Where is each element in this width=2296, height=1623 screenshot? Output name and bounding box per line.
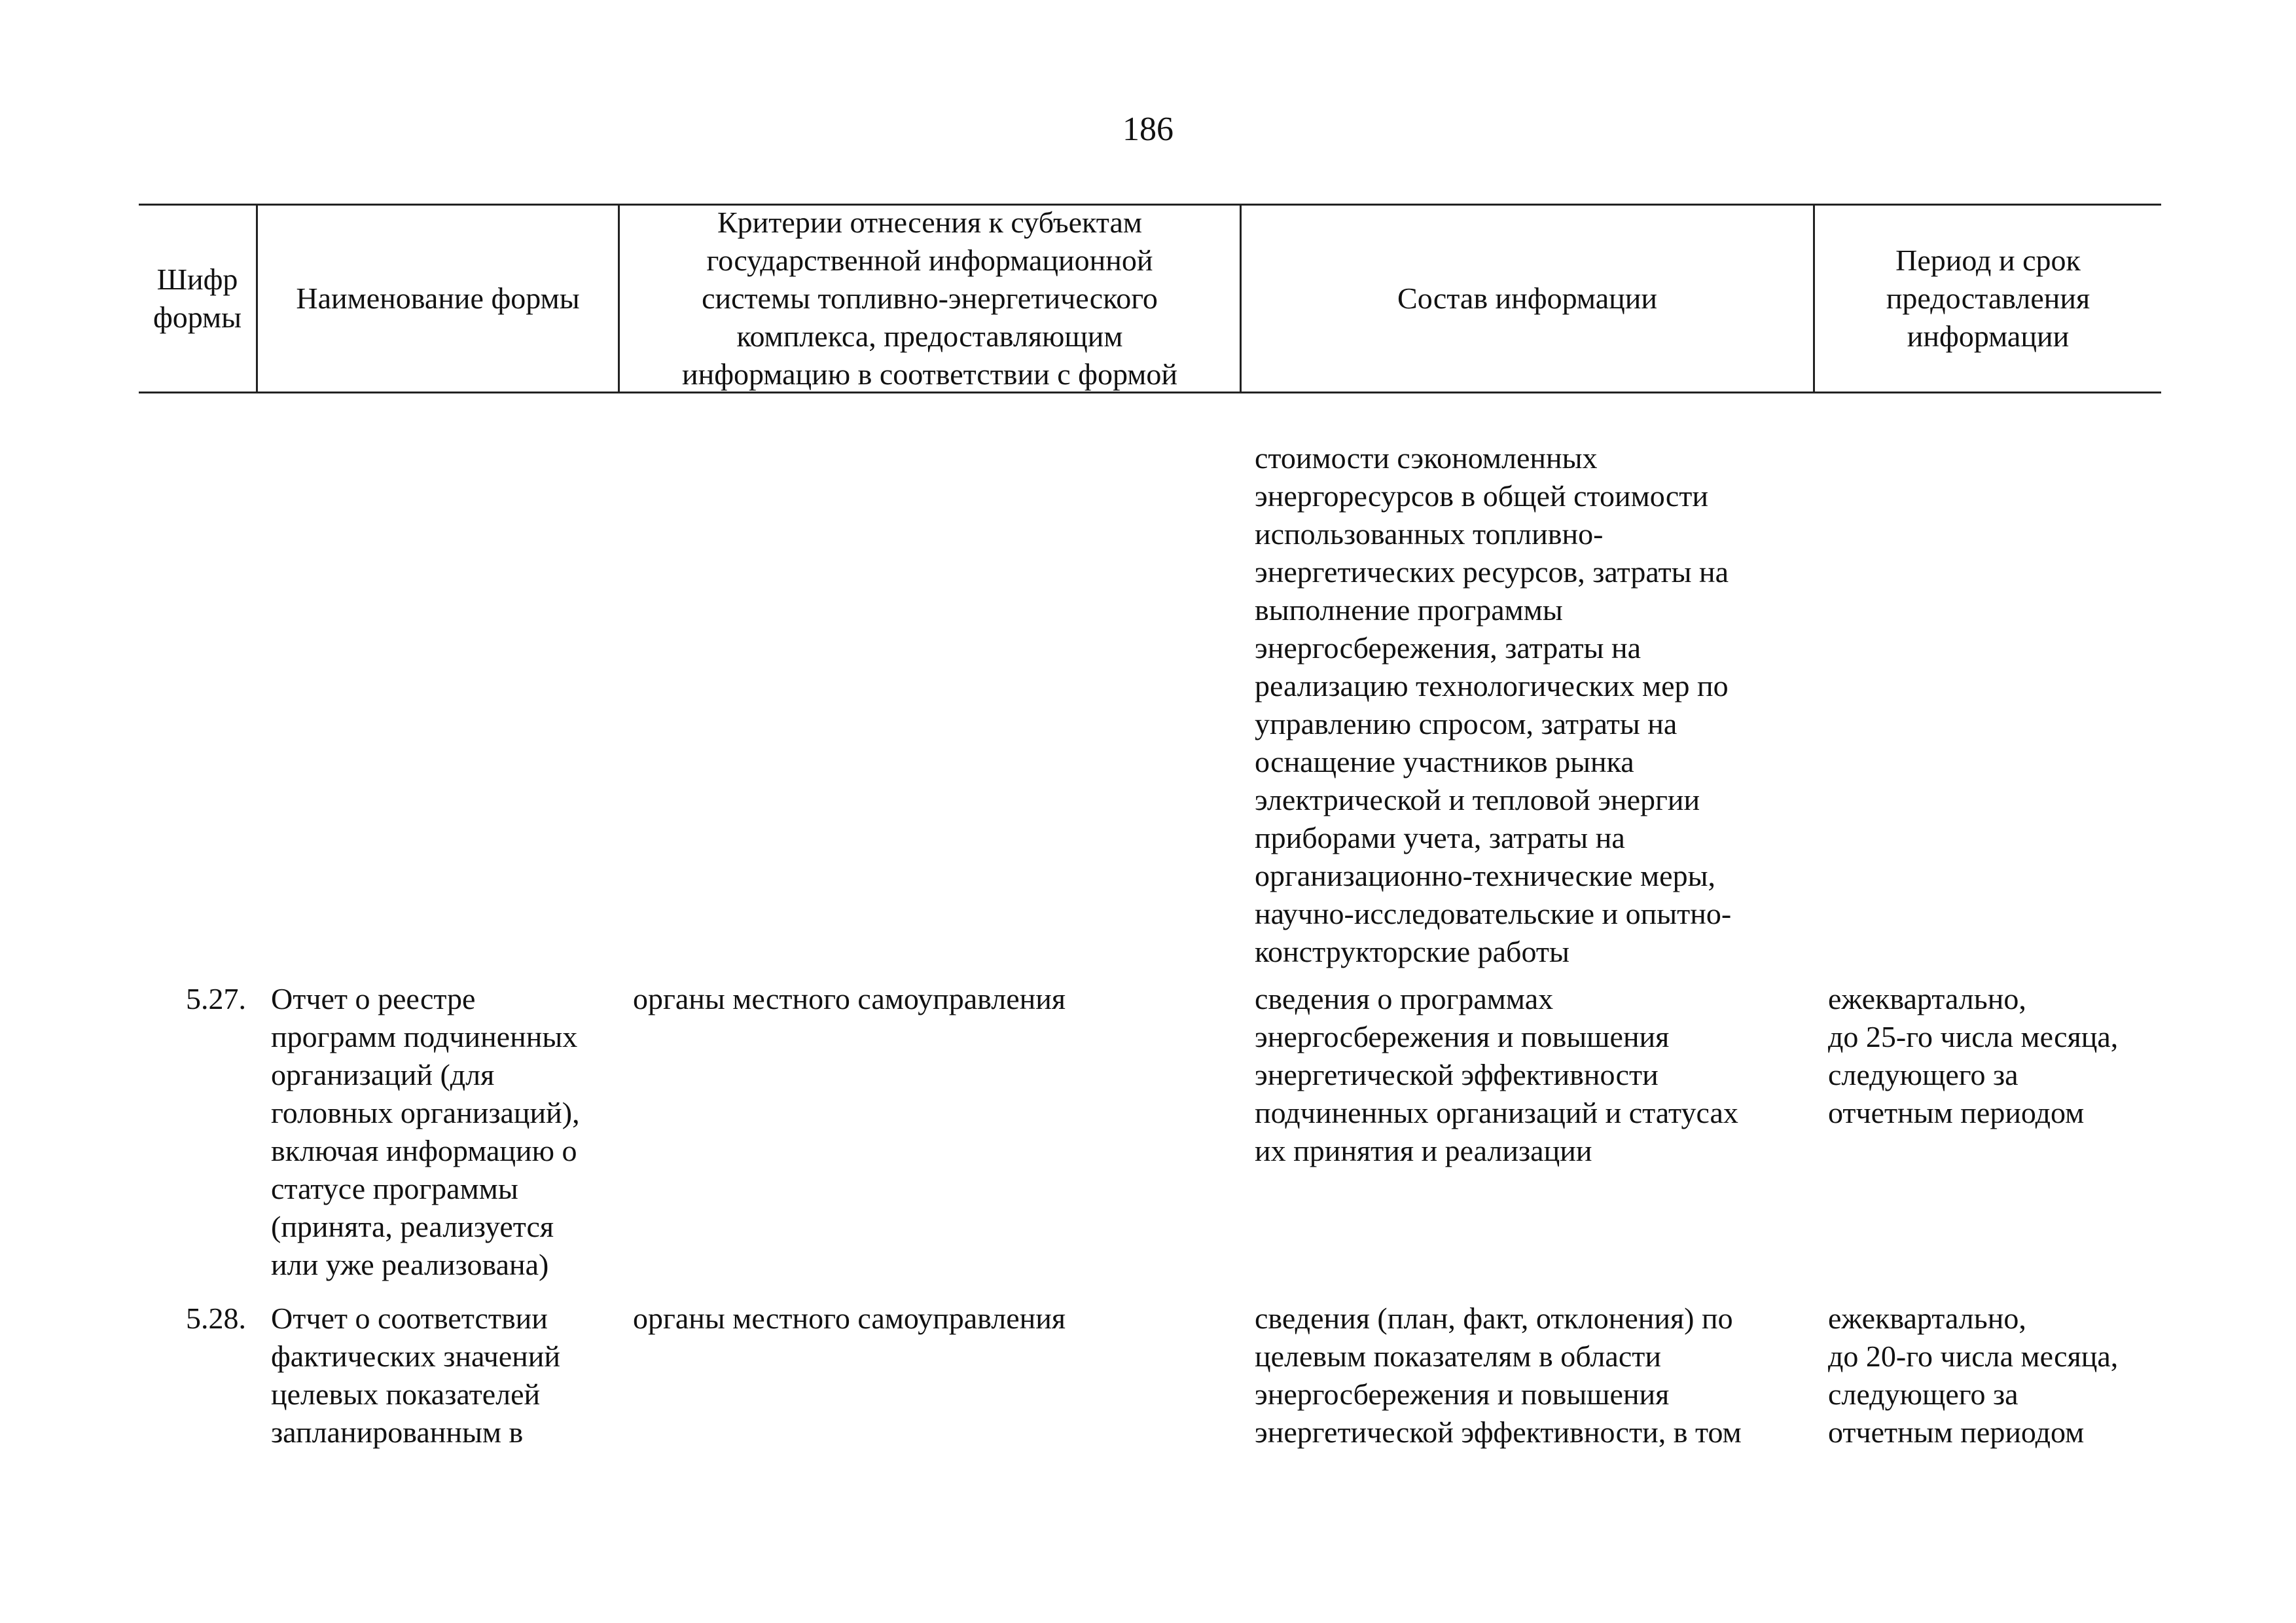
cell-period: [1815, 439, 2161, 971]
header-criteria-line: системы топливно-энергетического: [702, 282, 1158, 315]
name-line: целевых показателей: [271, 1377, 541, 1411]
header-period-line: предоставления: [1886, 282, 2090, 315]
content-line: организационно-технические меры,: [1255, 859, 1715, 892]
header-period: [1815, 206, 2161, 392]
content-line: энергоресурсов в общей стоимости: [1255, 479, 1709, 513]
cell-code: [139, 1300, 258, 1451]
content-line: электрической и тепловой энергии: [1255, 783, 1700, 816]
page-number: 186: [1122, 111, 1174, 148]
period-line: ежеквартально,: [1828, 1302, 2026, 1335]
cell-name: [258, 1300, 620, 1451]
period-line: ежеквартально,: [1828, 982, 2026, 1015]
period-line: до 20-го числа месяца,: [1828, 1340, 2119, 1373]
header-criteria-line: Критерии отнесения к субъектам: [717, 206, 1142, 239]
forms-table: [139, 204, 2161, 1451]
period-line: отчетным периодом: [1828, 1415, 2085, 1449]
cell-name: [258, 439, 620, 971]
name-line: головных организаций),: [271, 1096, 580, 1129]
content-line: энергосбережения, затраты на: [1255, 631, 1641, 665]
header-content: [1242, 206, 1815, 392]
header-code-line: формы: [152, 301, 242, 334]
content-line: энергосбережения и повышения: [1255, 1377, 1670, 1411]
content-line: управлению спросом, затраты на: [1255, 707, 1677, 740]
table-row: [139, 1284, 2161, 1451]
name-line: фактических значений: [271, 1340, 561, 1373]
table-header: [139, 204, 2161, 393]
content-line: оснащение участников рынка: [1255, 745, 1634, 778]
content-line: научно-исследовательские и опытно-: [1255, 897, 1732, 930]
content-line: энергосбережения и повышения: [1255, 1020, 1670, 1053]
cell-criteria: [620, 439, 1242, 971]
content-line: энергетической эффективности, в том: [1255, 1415, 1742, 1449]
cell-period: [1815, 980, 2161, 1284]
criteria-line: органы местного самоуправления: [633, 1302, 1066, 1335]
table-row-continuation: [139, 393, 2161, 971]
content-line: приборами учета, затраты на: [1255, 821, 1625, 854]
content-line: использованных топливно-: [1255, 517, 1604, 551]
header-criteria: [620, 206, 1242, 392]
cell-content: [1242, 980, 1815, 1284]
name-line: (принята, реализуется: [271, 1210, 554, 1243]
content-line: конструкторские работы: [1255, 935, 1570, 968]
name-line: программ подчиненных: [271, 1020, 578, 1053]
form-code: 5.28.: [186, 1302, 246, 1335]
header-name-line: Наименование формы: [296, 282, 580, 315]
name-line: статусе программы: [271, 1172, 518, 1205]
header-criteria-line: государственной информационной: [706, 244, 1153, 277]
header-period-line: Период и срок: [1895, 244, 2081, 277]
criteria-line: органы местного самоуправления: [633, 982, 1066, 1015]
cell-name: [258, 980, 620, 1284]
content-line: подчиненных организаций и статусах: [1255, 1096, 1738, 1129]
cell-code: [139, 439, 258, 971]
period-line: до 25-го числа месяца,: [1828, 1020, 2119, 1053]
name-line: Отчет о соответствии: [271, 1302, 548, 1335]
content-line: энергетической эффективности: [1255, 1058, 1659, 1091]
content-line: целевым показателям в области: [1255, 1340, 1661, 1373]
cell-criteria: [620, 980, 1242, 1284]
name-line: или уже реализована): [271, 1248, 549, 1281]
header-criteria-line: комплекса, предоставляющим: [736, 319, 1123, 353]
header-criteria-line: информацию в соответствии с формой: [681, 357, 1178, 391]
content-line: энергетических ресурсов, затраты на: [1255, 555, 1729, 589]
content-line: сведения о программах: [1255, 982, 1554, 1015]
form-code: 5.27.: [186, 982, 246, 1015]
name-line: Отчет о реестре: [271, 982, 476, 1015]
header-period-line: информации: [1907, 319, 2070, 353]
name-line: включая информацию о: [271, 1134, 577, 1167]
content-line: сведения (план, факт, отклонения) по: [1255, 1302, 1733, 1335]
table-row: [139, 971, 2161, 1284]
name-line: организаций (для: [271, 1058, 495, 1091]
cell-criteria: [620, 1300, 1242, 1451]
header-code: [139, 206, 258, 392]
cell-content: [1242, 439, 1815, 971]
period-line: отчетным периодом: [1828, 1096, 2085, 1129]
header-code-line: Шифр: [156, 263, 238, 296]
content-line: реализацию технологических мер по: [1255, 669, 1729, 702]
cell-period: [1815, 1300, 2161, 1451]
header-content-line: Состав информации: [1397, 282, 1657, 315]
name-line: запланированным в: [271, 1415, 524, 1449]
cell-content: [1242, 1300, 1815, 1451]
content-line: выполнение программы: [1255, 593, 1563, 627]
header-name: [258, 206, 620, 392]
content-line: стоимости сэкономленных: [1255, 441, 1598, 475]
period-line: следующего за: [1828, 1058, 2018, 1091]
period-line: следующего за: [1828, 1377, 2018, 1411]
content-line: их принятия и реализации: [1255, 1134, 1592, 1167]
cell-code: [139, 980, 258, 1284]
